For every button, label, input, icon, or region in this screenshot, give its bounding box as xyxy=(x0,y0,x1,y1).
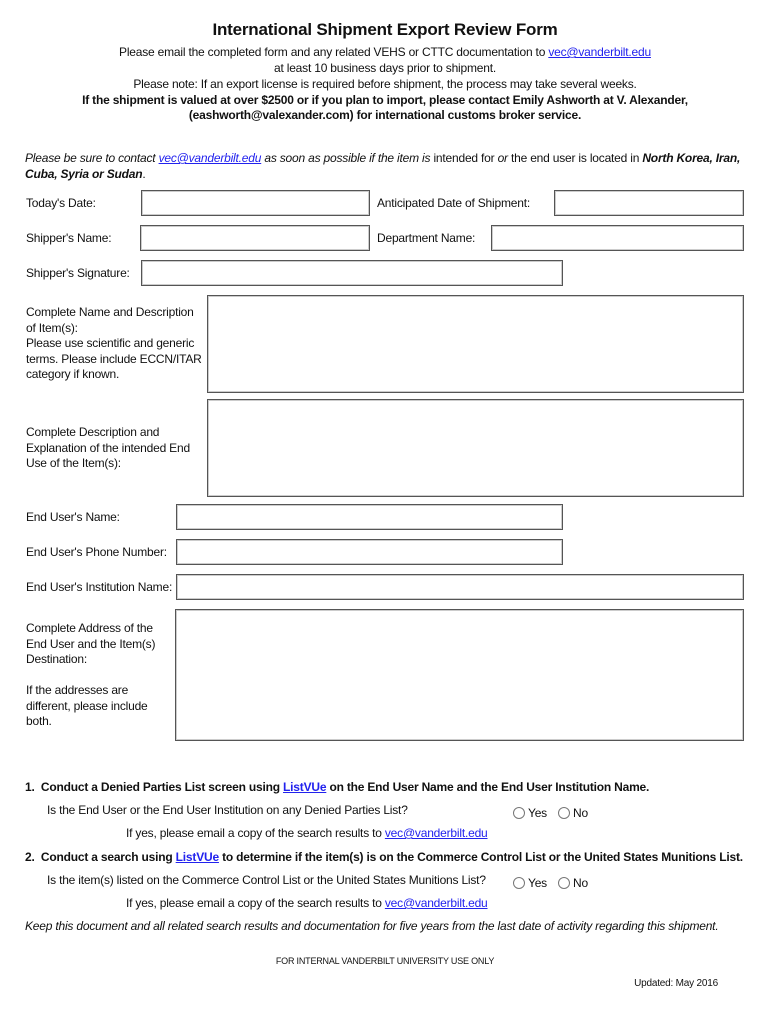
label-line: Destination: xyxy=(26,652,87,666)
step-number: 1. xyxy=(25,780,35,794)
header-line-5: (eashworth@valexander.com) for international customs broker service. xyxy=(188,108,582,122)
notice-line-2 xyxy=(25,166,146,182)
countries-text: Cuba, Syria or Sudan xyxy=(25,167,143,181)
header-line-2: at least 10 business days prior to shipment. xyxy=(274,61,496,75)
address-label xyxy=(26,621,155,668)
shipper-name-label: Shipper's Name: xyxy=(26,231,112,245)
address-textarea[interactable] xyxy=(175,609,744,741)
step-1-question: Is the End User or the End User Institution on any Denied Parties List? xyxy=(47,803,408,817)
notice-text: intended for xyxy=(433,151,498,165)
radio-label: No xyxy=(573,806,588,820)
item-description-label xyxy=(26,305,202,383)
label-line: End User and the Item(s) xyxy=(26,636,156,651)
step-2-heading xyxy=(25,849,743,865)
email-link[interactable]: vec@vanderbilt.edu xyxy=(548,45,651,59)
radio-icon[interactable] xyxy=(513,807,525,819)
label-line: both. xyxy=(26,714,52,728)
page-title: International Shipment Export Review Form xyxy=(212,20,558,39)
item-description-textarea[interactable] xyxy=(207,295,744,393)
step-2-question: Is the item(s) listed on the Commerce Control List or the United States Munitions List? xyxy=(47,873,486,887)
label-line: Explanation of the intended End xyxy=(26,440,190,455)
ifyes-text: If yes, please email a copy of the search results to xyxy=(126,896,385,910)
radio-label: No xyxy=(573,876,588,890)
todays-date-label: Today's Date: xyxy=(26,196,96,210)
notice-line-1 xyxy=(25,150,740,166)
todays-date-input[interactable] xyxy=(141,190,370,216)
end-use-label xyxy=(26,425,190,472)
step-number: 2. xyxy=(25,850,35,864)
step-1-heading xyxy=(25,779,649,795)
end-user-name-input[interactable] xyxy=(176,504,563,530)
label-line: different, please include xyxy=(26,698,148,713)
step-1-no-radio[interactable] xyxy=(558,805,588,821)
step-1-ifyes xyxy=(126,825,488,841)
notice-text: . xyxy=(142,167,146,181)
header-line-4: If the shipment is valued at over $2500 or if you plan to import, please contact Emily Ashworth at V. Alexander, xyxy=(82,93,688,107)
end-user-phone-input[interactable] xyxy=(176,539,563,565)
label-line: Complete Name and Description xyxy=(26,305,194,319)
radio-label: Yes xyxy=(528,806,547,820)
email-link[interactable]: vec@vanderbilt.edu xyxy=(384,826,488,840)
radio-icon[interactable] xyxy=(558,807,570,819)
end-user-name-label: End User's Name: xyxy=(26,510,120,524)
department-name-input[interactable] xyxy=(491,225,744,251)
shipper-signature-input[interactable] xyxy=(141,260,563,286)
shipper-name-input[interactable] xyxy=(140,225,370,251)
label-line: If the addresses are xyxy=(26,683,129,697)
label-line: Use of the Item(s): xyxy=(26,456,121,470)
step-text: on the End User Name and the End User Institution Name. xyxy=(326,780,650,794)
email-link[interactable]: vec@vanderbilt.edu xyxy=(158,151,262,165)
step-2-no-radio[interactable] xyxy=(558,875,588,891)
notice-text: the end user is located in xyxy=(510,151,643,165)
end-user-phone-label: End User's Phone Number: xyxy=(26,545,167,559)
radio-label: Yes xyxy=(528,876,547,890)
listvue-link[interactable]: ListVUe xyxy=(175,850,219,864)
step-2-ifyes xyxy=(126,895,488,911)
label-line: terms. Please include ECCN/ITAR xyxy=(26,351,202,366)
updated-date: Updated: May 2016 xyxy=(634,978,718,989)
countries-text: North Korea, Iran, xyxy=(642,151,741,165)
label-line: Please use scientific and generic xyxy=(26,336,195,350)
radio-icon[interactable] xyxy=(558,877,570,889)
internal-use-footer: FOR INTERNAL VANDERBILT UNIVERSITY USE ONLY xyxy=(275,956,495,966)
step-text: Conduct a Denied Parties List screen using xyxy=(40,780,284,794)
header-text: Please email the completed form and any related VEHS or CTTC documentation to xyxy=(119,45,549,59)
anticipated-date-input[interactable] xyxy=(554,190,744,216)
retention-note: Keep this document and all related search results and documentation for five years from the last date of activity regarding this shipment. xyxy=(25,919,719,933)
notice-text: Please be sure to contact xyxy=(25,151,159,165)
step-2-yes-radio[interactable] xyxy=(513,875,547,891)
header-line-3: Please note: If an export license is required before shipment, the process may take several weeks. xyxy=(133,77,637,91)
shipper-signature-label: Shipper's Signature: xyxy=(26,266,130,280)
label-line: Complete Address of the xyxy=(26,621,153,635)
radio-icon[interactable] xyxy=(513,877,525,889)
ifyes-text: If yes, please email a copy of the search results to xyxy=(126,826,385,840)
notice-text: as soon as possible if the item is xyxy=(261,151,434,165)
notice-text: or xyxy=(497,151,511,165)
department-name-label: Department Name: xyxy=(377,231,476,245)
label-line: category if known. xyxy=(26,367,120,381)
listvue-link[interactable]: ListVUe xyxy=(283,780,327,794)
step-text: Conduct a search using xyxy=(40,850,176,864)
end-user-institution-input[interactable] xyxy=(176,574,744,600)
step-text: to determine if the item(s) is on the Commerce Control List or the United States Munitions List. xyxy=(218,850,743,864)
end-user-institution-label: End User's Institution Name: xyxy=(26,580,173,594)
step-1-yes-radio[interactable] xyxy=(513,805,547,821)
address-note xyxy=(26,683,148,730)
label-line: Complete Description and xyxy=(26,425,160,439)
header-line-1 xyxy=(0,44,770,60)
label-line: of Item(s): xyxy=(26,320,78,335)
end-use-textarea[interactable] xyxy=(207,399,744,497)
email-link[interactable]: vec@vanderbilt.edu xyxy=(384,896,488,910)
anticipated-date-label: Anticipated Date of Shipment: xyxy=(377,196,530,210)
